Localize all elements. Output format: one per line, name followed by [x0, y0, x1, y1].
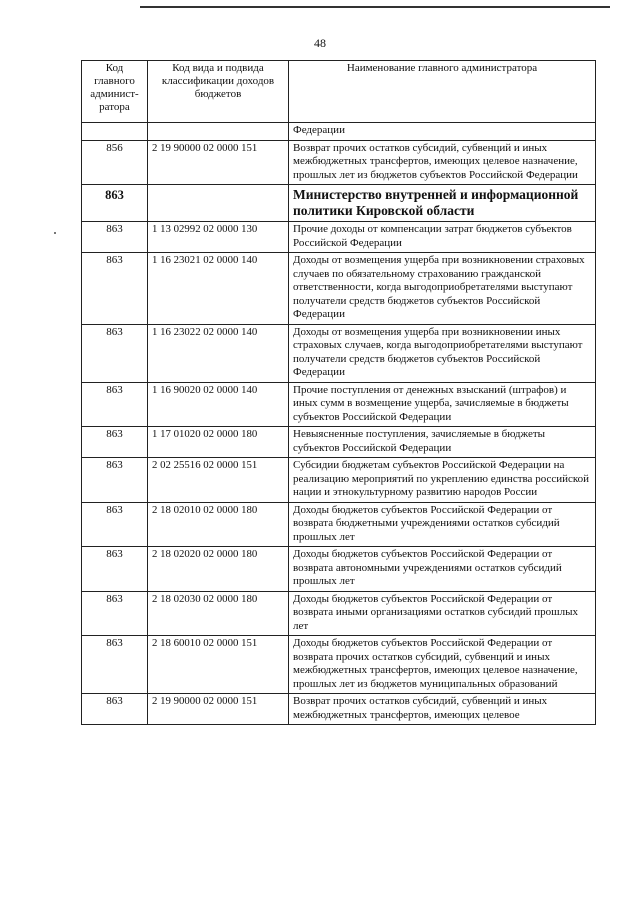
row-admin-code: 863: [82, 591, 148, 636]
row-income-code: [148, 123, 289, 141]
row-admin-code: 863: [82, 694, 148, 725]
header-income-code: Код вида и подвида классификации доходов бюджетов: [148, 61, 289, 123]
row-income-code: 2 18 02020 02 0000 180: [148, 547, 289, 592]
table-body: [82, 123, 596, 725]
header-admin-code: Код главного админист-ратора: [82, 61, 148, 123]
row-admin-name: Возврат прочих остатков субсидий, субвенций и иных межбюджетных трансфертов, имеющих целевое назначение, прошлых лет из бюджетов субъектов Российской Федерации: [289, 140, 596, 185]
table-row: [82, 140, 596, 185]
header-admin-name: Наименование главного администратора: [289, 61, 596, 123]
row-admin-code: [82, 123, 148, 141]
table-row: [82, 253, 596, 325]
table-row: [82, 547, 596, 592]
row-admin-name: Федерации: [289, 123, 596, 141]
top-rule: [140, 6, 610, 8]
row-admin-name: Доходы бюджетов субъектов Российской Федерации от возврата иными организациями остатков субсидий прошлых лет: [289, 591, 596, 636]
table-row: [82, 502, 596, 547]
row-admin-name: Субсидии бюджетам субъектов Российской Федерации на реализацию мероприятий по укреплению единства российской нации и этнокультурному развитию народов России: [289, 458, 596, 503]
row-admin-name: Доходы от возмещения ущерба при возникновении иных страховых случаев, когда выгодоприобретателями выступают получатели средств бюджетов субъектов Российской Федерации: [289, 324, 596, 382]
row-income-code: 1 13 02992 02 0000 130: [148, 222, 289, 253]
row-income-code: [148, 185, 289, 222]
row-admin-code: 863: [82, 324, 148, 382]
row-income-code: 2 19 90000 02 0000 151: [148, 140, 289, 185]
table-row: [82, 324, 596, 382]
row-admin-name: Возврат прочих остатков субсидий, субвенций и иных межбюджетных трансфертов, имеющих целевое: [289, 694, 596, 725]
table-header-row: [82, 61, 596, 123]
row-admin-code: 863: [82, 185, 148, 222]
row-admin-name: Доходы бюджетов субъектов Российской Федерации от возврата бюджетными учреждениями остатков субсидий прошлых лет: [289, 502, 596, 547]
row-admin-code: 863: [82, 253, 148, 325]
row-admin-code: 863: [82, 547, 148, 592]
row-admin-code: 863: [82, 636, 148, 694]
row-income-code: 2 19 90000 02 0000 151: [148, 694, 289, 725]
row-admin-name: Невыясненные поступления, зачисляемые в бюджеты субъектов Российской Федерации: [289, 427, 596, 458]
scan-speck: [54, 232, 56, 234]
row-admin-code: 863: [82, 222, 148, 253]
row-admin-code: 863: [82, 382, 148, 427]
row-income-code: 1 16 23021 02 0000 140: [148, 253, 289, 325]
table-row: [82, 222, 596, 253]
row-income-code: 2 18 02030 02 0000 180: [148, 591, 289, 636]
row-income-code: 2 02 25516 02 0000 151: [148, 458, 289, 503]
row-admin-code: 856: [82, 140, 148, 185]
row-admin-name: Прочие поступления от денежных взысканий (штрафов) и иных сумм в возмещение ущерба, зачисляемые в бюджеты субъектов Российской Федерации: [289, 382, 596, 427]
row-admin-code: 863: [82, 427, 148, 458]
income-classification-table: [81, 60, 596, 725]
row-admin-name: Прочие доходы от компенсации затрат бюджетов субъектов Российской Федерации: [289, 222, 596, 253]
row-admin-code: 863: [82, 502, 148, 547]
table-row: [82, 185, 596, 222]
table-row: [82, 427, 596, 458]
table-row: [82, 458, 596, 503]
row-admin-name: Доходы бюджетов субъектов Российской Федерации от возврата прочих остатков субсидий, субвенций и иных межбюджетных трансфертов, имеющих целевое назначение, прошлых лет из бюджетов муниципальных образований: [289, 636, 596, 694]
table-row: [82, 382, 596, 427]
row-income-code: 1 16 23022 02 0000 140: [148, 324, 289, 382]
row-income-code: 2 18 60010 02 0000 151: [148, 636, 289, 694]
row-income-code: 1 17 01020 02 0000 180: [148, 427, 289, 458]
table-row: [82, 636, 596, 694]
row-admin-name: Доходы бюджетов субъектов Российской Федерации от возврата автономными учреждениями остатков субсидий прошлых лет: [289, 547, 596, 592]
row-income-code: 1 16 90020 02 0000 140: [148, 382, 289, 427]
table-row: [82, 123, 596, 141]
table-row: [82, 694, 596, 725]
row-admin-code: 863: [82, 458, 148, 503]
row-admin-name: Доходы от возмещения ущерба при возникновении страховых случаев по обязательному страхованию гражданской ответственности, когда выгодоприобретателями выступают получатели средств бюджетов субъектов Российской Федерации: [289, 253, 596, 325]
row-income-code: 2 18 02010 02 0000 180: [148, 502, 289, 547]
page-number: 48: [314, 36, 326, 50]
table-row: [82, 591, 596, 636]
row-admin-name: Министерство внутренней и информационной политики Кировской области: [289, 185, 596, 222]
